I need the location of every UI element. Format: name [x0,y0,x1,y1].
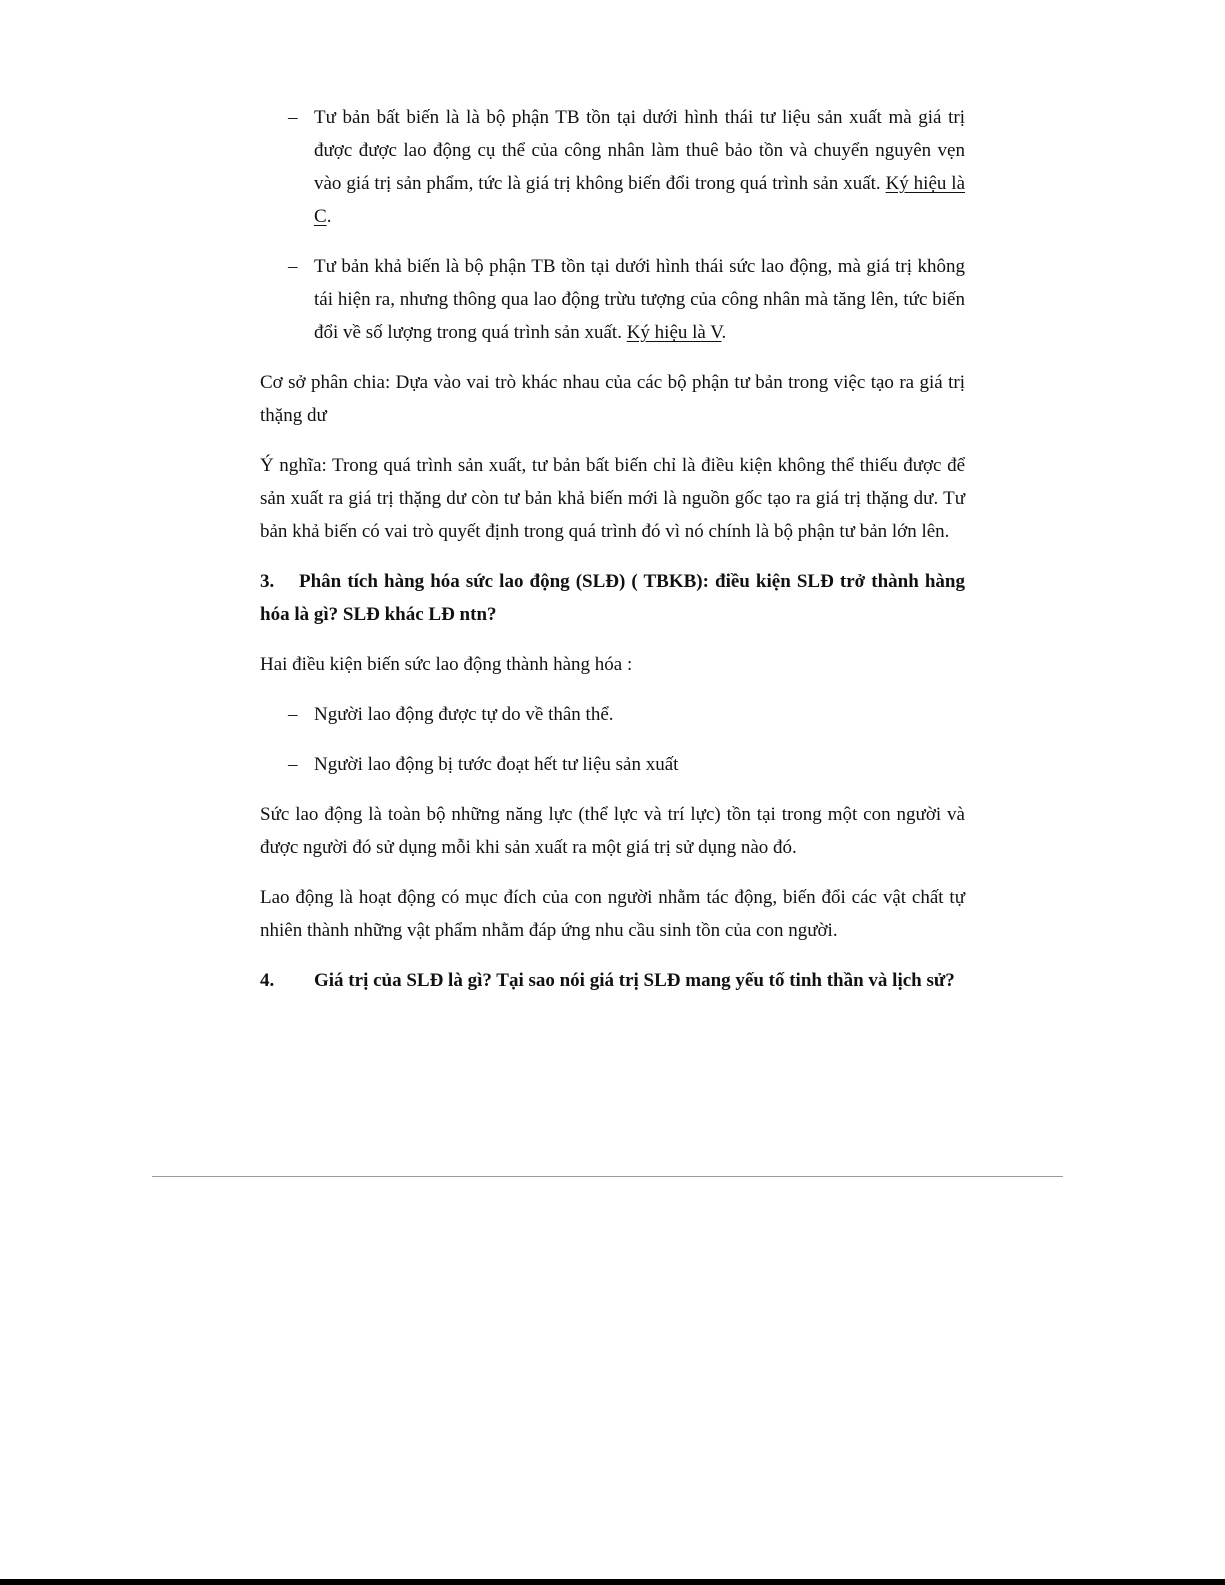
labor-power-paragraph: Sức lao động là toàn bộ những năng lực (thể lực và trí lực) tồn tại trong một con người và được người đó sử dụng mỗi khi sản xuất ra một giá trị sử dụng nào đó. [260,804,965,858]
bullet-constant-capital [260,101,965,233]
bullet-dash: – [288,704,298,725]
bullet-dash: – [288,107,298,128]
section-heading-3 [260,565,965,631]
section-heading-text: Giá trị của SLĐ là gì? Tại sao nói giá trị SLĐ mang yếu tố tinh thần và lịch sử? [314,970,955,991]
document-body [260,101,965,1014]
section-number: 3. [260,571,275,592]
section-heading-4 [260,964,965,997]
footer-divider [152,1176,1063,1177]
section-number: 4. [260,970,275,991]
bullet-dash: – [288,754,298,775]
bullet-condition-1 [260,698,965,731]
bullet-dash: – [288,256,298,277]
bullet-condition-2 [260,748,965,781]
condition-1-text: Người lao động được tự do về thân thể. [314,704,614,725]
section-heading-text: Phân tích hàng hóa sức lao động (SLĐ) ( TBKB): điều kiện SLĐ trở thành hàng hóa là gì? SLĐ khác LĐ ntn? [260,571,965,625]
significance-paragraph: Ý nghĩa: Trong quá trình sản xuất, tư bản bất biến chỉ là điều kiện không thể thiếu được để sản xuất ra giá trị thặng dư còn tư bản khả biến mới là nguồn gốc tạo ra giá trị thặng dư. Tư bản khả biến có vai trò quyết định trong quá trình đó vì nó chính là bộ phận tư bản lớn lên. [260,455,965,542]
variable-capital-symbol: Ký hiệu là V [626,322,722,343]
constant-capital-end: . [326,206,332,227]
constant-capital-symbol: Ký hiệu là C [314,173,965,227]
page-bottom-edge [0,1579,1225,1585]
constant-capital-text: Tư bản bất biến là là bộ phận TB tồn tại dưới hình thái tư liệu sản xuất mà giá trị được được lao động cụ thể của công nhân làm thuê bảo tồn và chuyển nguyên vẹn vào giá trị sản phẩm, tức là giá trị không biến đổi trong quá trình sản xuất. [314,107,965,194]
division-basis-paragraph: Cơ sở phân chia: Dựa vào vai trò khác nhau của các bộ phận tư bản trong việc tạo ra giá trị thặng dư [260,372,965,426]
labor-paragraph: Lao động là hoạt động có mục đích của con người nhằm tác động, biến đổi các vật chất tự nhiên thành những vật phẩm nhằm đáp ứng nhu cầu sinh tồn của con người. [260,887,965,941]
two-conditions-paragraph: Hai điều kiện biến sức lao động thành hàng hóa : [260,654,633,675]
variable-capital-text: Tư bản khả biến là bộ phận TB tồn tại dưới hình thái sức lao động, mà giá trị không tái hiện ra, nhưng thông qua lao động trừu tượng của công nhân mà tăng lên, tức biến đổi về số lượng trong quá trình sản xuất. [314,256,965,343]
condition-2-text: Người lao động bị tước đoạt hết tư liệu sản xuất [314,754,679,775]
bullet-variable-capital [260,250,965,349]
variable-capital-end: . [721,322,727,343]
